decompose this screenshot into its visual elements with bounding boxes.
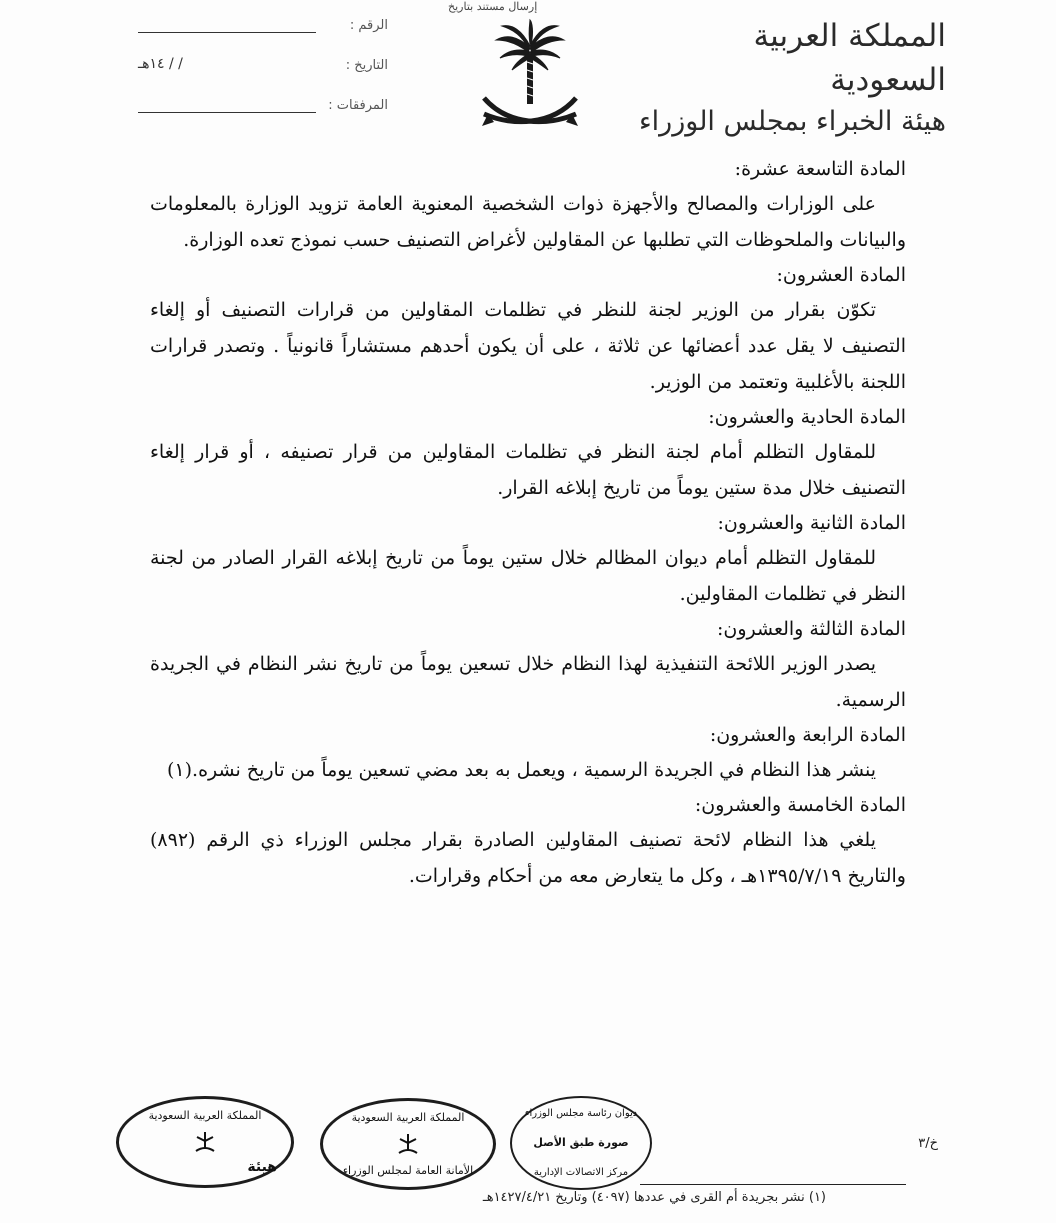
saudi-emblem-icon xyxy=(478,18,582,142)
date-value: / / ١٤هـ xyxy=(138,56,183,72)
footnote-divider xyxy=(640,1184,906,1185)
article-title: المادة الثانية والعشرون: xyxy=(717,512,906,534)
stamp-copy-title: ديوان رئاسة مجلس الوزراء xyxy=(524,1108,638,1119)
attachments-row xyxy=(138,94,388,134)
article-21 xyxy=(150,400,906,506)
page-mark: خ/٣ xyxy=(918,1136,938,1151)
article-25 xyxy=(150,788,906,894)
stamp-true-copy xyxy=(510,1096,652,1190)
document-body xyxy=(150,152,906,894)
article-title: المادة الثالثة والعشرون: xyxy=(716,618,906,640)
top-handwritten-note: إرسال مستند بتاريخ xyxy=(448,0,538,13)
article-19 xyxy=(150,152,906,258)
article-text: للمقاول التظلم أمام ديوان المظالم خلال ستين يوماً من تاريخ إبلاغه القرار الصادر من لجنة النظر في تظلمات المقاولين. xyxy=(150,547,906,605)
stamp-copy-label: صورة طبق الأصل xyxy=(533,1136,629,1149)
article-text: يصدر الوزير اللائحة التنفيذية لهذا النظام خلال تسعين يوماً من تاريخ نشر النظام في الجريدة الرسمية. xyxy=(150,653,906,711)
attachments-label: المرفقات : xyxy=(328,98,388,113)
ref-number-line xyxy=(138,32,316,33)
article-title: المادة التاسعة عشرة: xyxy=(734,158,906,180)
stamp-authority-subtext: هيئة xyxy=(247,1159,277,1175)
article-title: المادة الخامسة والعشرون: xyxy=(694,794,906,816)
kingdom-name: المملكة العربية السعودية xyxy=(753,18,946,98)
authority-name: هيئة الخبراء بمجلس الوزراء xyxy=(638,106,946,137)
article-title: المادة الرابعة والعشرون: xyxy=(709,724,906,746)
article-title: المادة العشرون: xyxy=(776,264,906,286)
stamp-secretariat-text: المملكة العربية السعودية xyxy=(351,1111,465,1124)
article-20 xyxy=(150,258,906,400)
article-title: المادة الحادية والعشرون: xyxy=(708,406,906,428)
article-text: للمقاول التظلم أمام لجنة النظر في تظلمات المقاولين من قرار تصنيفه ، أو قرار إلغاء التصنيف خلال مدة ستين يوماً من تاريخ إبلاغه القرار. xyxy=(150,441,906,499)
ref-number-label: الرقم : xyxy=(349,18,388,33)
date-label: التاريخ : xyxy=(345,58,388,73)
reference-fields xyxy=(138,14,388,134)
official-stamps xyxy=(110,1092,650,1192)
emblem-icon xyxy=(395,1131,421,1157)
stamp-general-secretariat xyxy=(320,1098,496,1190)
emblem-icon xyxy=(192,1129,218,1155)
ref-number-row xyxy=(138,14,388,54)
footnote: (١) نشر بجريدة أم القرى في عددها (٤٠٩٧) وتاريخ ١٤٢٧/٤/٢١هـ xyxy=(482,1190,826,1205)
article-text: على الوزارات والمصالح والأجهزة ذوات الشخصية المعنوية العامة تزويد الوزارة بالمعلومات والبيانات والملحوظات التي تطلبها عن المقاولين لأغراض التصنيف حسب نموذج تعده الوزارة. xyxy=(150,193,906,251)
article-text: تكوّن بقرار من الوزير لجنة للنظر في تظلمات المقاولين من قرارات التصنيف أو إلغاء التصنيف لا يقل عدد أعضائها عن ثلاثة ، على أن يكون أحدهم مستشاراً قانونياً . وتصدر قرارات اللجنة بالأغلبية وتعتمد من الوزير. xyxy=(150,299,906,393)
letterhead-title xyxy=(636,14,946,142)
attachments-line xyxy=(138,112,316,113)
date-row xyxy=(138,54,388,94)
article-22 xyxy=(150,506,906,612)
article-24 xyxy=(150,718,906,788)
stamp-authority-text: المملكة العربية السعودية xyxy=(148,1109,262,1122)
stamp-secretariat-subtext: الأمانة العامة لمجلس الوزراء xyxy=(342,1164,474,1177)
article-23 xyxy=(150,612,906,718)
article-text: ينشر هذا النظام في الجريدة الرسمية ، ويعمل به بعد مضي تسعين يوماً من تاريخ نشره.(١) xyxy=(167,759,876,781)
stamp-authority xyxy=(116,1096,294,1188)
stamp-copy-center: مركز الاتصالات الإدارية xyxy=(533,1167,629,1178)
article-text: يلغي هذا النظام لائحة تصنيف المقاولين الصادرة بقرار مجلس الوزراء ذي الرقم (٨٩٢) والتاريخ ١٣٩٥/٧/١٩هـ ، وكل ما يتعارض معه من أحكام وقرارات. xyxy=(150,829,906,887)
